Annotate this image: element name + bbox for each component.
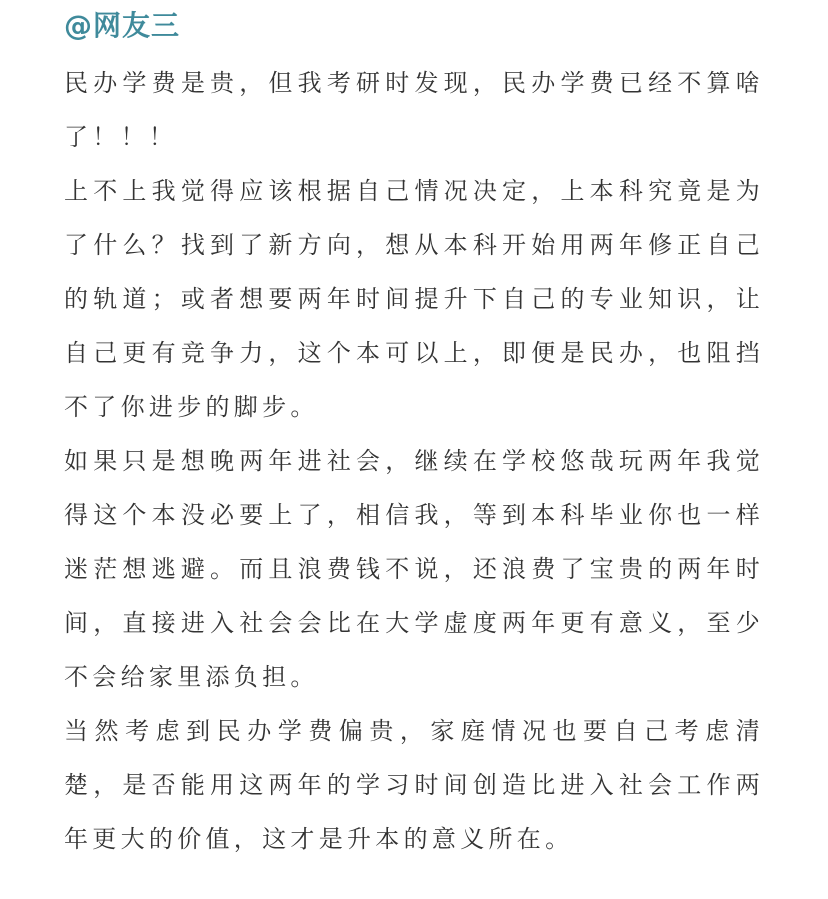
paragraph-3: 如果只是想晚两年进社会，继续在学校悠哉玩两年我觉得这个本没必要上了，相信我，等到本科毕业你也一样迷茫想逃避。而且浪费钱不说，还浪费了宝贵的两年时间，直接进入社会会比在大学虚度两年更有意义，至少不会给家里添负担。 (64, 447, 764, 691)
author-handle: @网友三 (64, 9, 181, 42)
paragraph-2: 上不上我觉得应该根据自己情况决定，上本科究竟是为了什么？找到了新方向，想从本科开始用两年修正自己的轨道；或者想要两年时间提升下自己的专业知识，让自己更有竞争力，这个本可以上，即便是民办，也阻挡不了你进步的脚步。 (64, 177, 764, 421)
post-body (64, 56, 764, 866)
paragraph-1: 民办学费是贵，但我考研时发现，民办学费已经不算啥了！！！ (64, 69, 764, 151)
paragraph-4: 当然考虑到民办学费偏贵，家庭情况也要自己考虑清楚，是否能用这两年的学习时间创造比进入社会工作两年更大的价值，这才是升本的意义所在。 (64, 717, 764, 853)
